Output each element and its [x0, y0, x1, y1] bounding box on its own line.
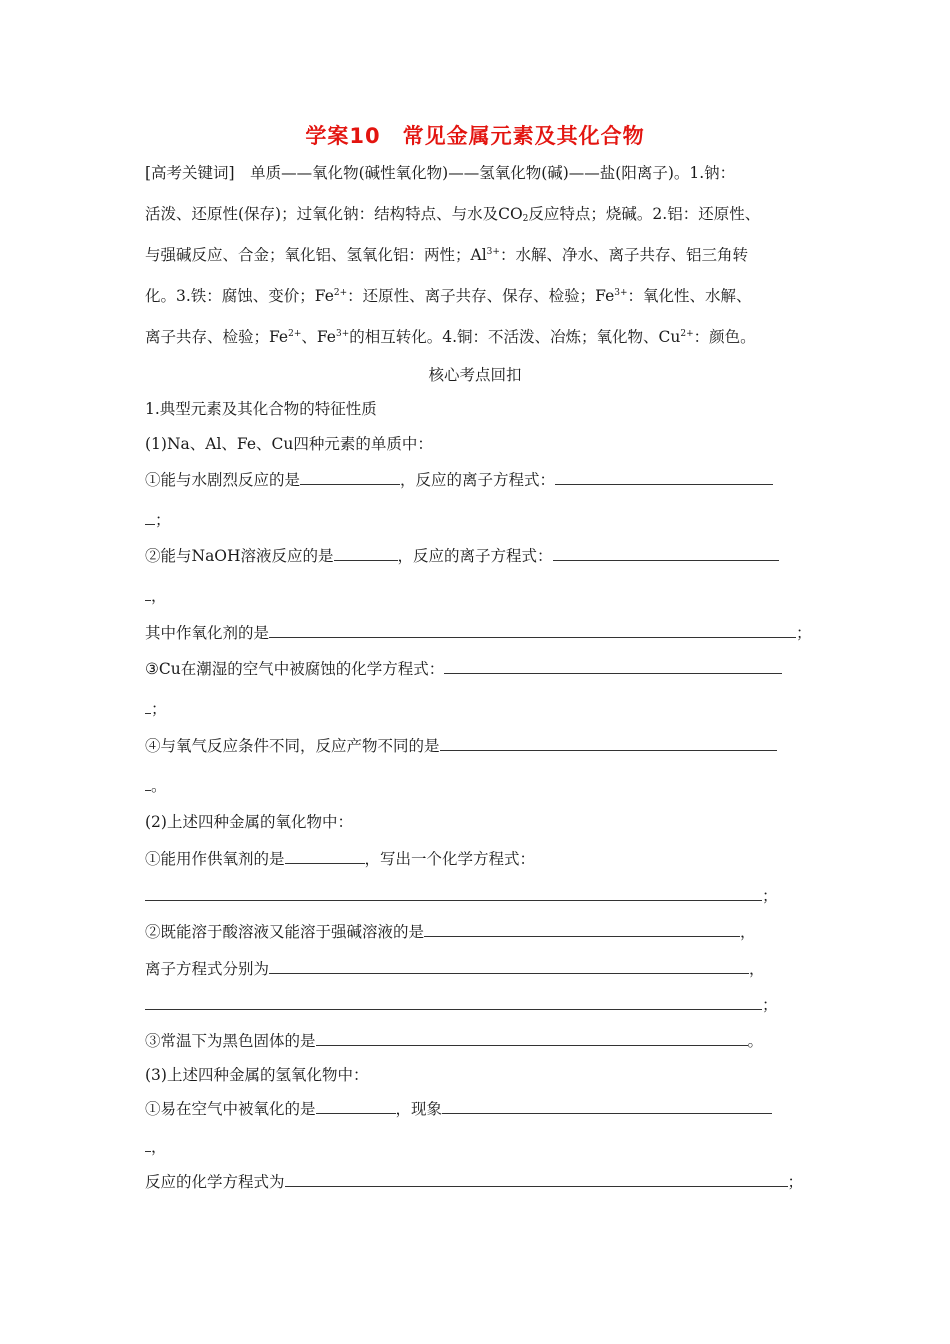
question-1-title: 1.典型元素及其化合物的特征性质	[145, 400, 377, 418]
answer-blank[interactable]	[145, 995, 762, 1010]
keywords-text: 离子共存、检验；Fe	[145, 328, 289, 346]
item-c1-line	[145, 1099, 772, 1119]
answer-blank[interactable]	[269, 959, 749, 974]
superscript: 2+	[333, 288, 348, 298]
superscript: 2+	[288, 329, 302, 339]
item-b1-line	[145, 849, 535, 869]
item-label: ①能与水剧烈反应的是	[145, 471, 301, 489]
answer-blank[interactable]	[145, 510, 155, 525]
item-label: ④与氧气反应条件不同，反应产物不同的是	[145, 737, 440, 755]
keywords-text: 活泼、还原性(保存)；过氧化钠：结构特点、与水及CO	[145, 205, 523, 223]
punctuation: ；	[787, 1173, 804, 1191]
item-b2-ion-line	[145, 959, 765, 979]
punctuation: ，	[749, 960, 765, 978]
keywords-text: ：还原性、离子共存、保存、检验；Fe	[347, 287, 615, 305]
answer-blank[interactable]	[553, 546, 779, 561]
keywords-text: 化。3.铁：腐蚀、变价；Fe	[145, 287, 334, 305]
punctuation: 。	[151, 777, 167, 795]
punctuation: ；	[762, 887, 778, 905]
keywords-text: 、Fe	[301, 328, 336, 346]
subscript: 2	[522, 214, 529, 224]
question-1-part-3: (3)上述四种金属的氢氧化物中：	[145, 1066, 369, 1084]
keywords-line-2	[145, 205, 760, 224]
punctuation: ，	[151, 1138, 167, 1156]
answer-blank[interactable]	[300, 470, 400, 485]
answer-blank[interactable]	[285, 1172, 788, 1187]
item-2-continuation	[145, 586, 167, 606]
item-4-line	[145, 736, 777, 756]
keywords-line-4	[145, 287, 752, 306]
item-label: ③Cu在潮湿的空气中被腐蚀的化学方程式：	[145, 660, 445, 678]
answer-blank[interactable]	[145, 886, 762, 901]
item-text: 反应的化学方程式为	[145, 1173, 285, 1191]
punctuation: ；	[762, 996, 778, 1014]
keywords-text: 反应特点；烧碱。2.铝：还原性、	[528, 205, 761, 223]
superscript: 3+	[614, 288, 628, 298]
keywords-text: [高考关键词] 单质——氧化物(碱性氧化物)——氢氧化物(碱)——盐(阳离子)。1.钠：	[145, 164, 736, 182]
keywords-line-1	[145, 164, 735, 183]
item-1-continuation	[145, 510, 171, 530]
punctuation: ；	[796, 624, 812, 642]
punctuation: ，	[151, 587, 167, 605]
answer-blank[interactable]	[555, 470, 773, 485]
answer-blank[interactable]	[316, 1099, 396, 1114]
keywords-text: ：颜色。	[693, 328, 756, 346]
item-text: ，现象	[395, 1100, 443, 1118]
question-1-part-2: (2)上述四种金属的氧化物中：	[145, 813, 353, 831]
item-text: ，反应的离子方程式：	[397, 547, 553, 565]
keywords-text: 的相互转化。4.铜：不活泼、冶炼；氧化物、Cu	[349, 328, 681, 346]
keywords-line-3	[145, 246, 748, 265]
answer-blank[interactable]	[424, 922, 740, 937]
answer-blank[interactable]	[334, 546, 398, 561]
question-1-part-1: (1)Na、Al、Fe、Cu四种元素的单质中：	[145, 435, 433, 453]
item-text: 其中作氧化剂的是	[145, 624, 270, 642]
keywords-text: 与强碱反应、合金；氧化铝、氢氧化铝：两性；Al	[145, 246, 487, 264]
item-label: ②能与NaOH溶液反应的是	[145, 547, 334, 565]
item-2-oxidant-line	[145, 623, 812, 643]
item-b3-line	[145, 1031, 763, 1051]
answer-blank[interactable]	[269, 623, 796, 638]
item-label: ③常温下为黑色固体的是	[145, 1032, 316, 1050]
answer-blank[interactable]	[440, 736, 777, 751]
answer-blank[interactable]	[316, 1031, 748, 1046]
answer-blank[interactable]	[285, 849, 365, 864]
item-b2-answer-line	[145, 995, 778, 1015]
punctuation: ，	[740, 923, 756, 941]
keywords-text: ：氧化性、水解、	[627, 287, 752, 305]
punctuation: 。	[747, 1032, 764, 1050]
item-label: ①能用作供氧剂的是	[145, 850, 285, 868]
item-3-continuation	[145, 699, 167, 719]
keywords-line-5	[145, 328, 756, 347]
item-1-line	[145, 470, 773, 490]
item-2-line	[145, 546, 779, 566]
keywords-text: ：水解、净水、离子共存、铝三角转	[499, 246, 748, 264]
superscript: 3+	[486, 247, 500, 257]
item-text: ，反应的离子方程式：	[400, 471, 556, 489]
item-label: ①易在空气中被氧化的是	[145, 1100, 316, 1118]
item-c1-eq-line	[145, 1172, 803, 1192]
item-3-line	[145, 659, 782, 679]
punctuation: ；	[151, 700, 167, 718]
item-b1-answer-line	[145, 886, 778, 906]
superscript: 3+	[335, 329, 350, 339]
item-text: 离子方程式分别为	[145, 960, 270, 978]
item-text: ，写出一个化学方程式：	[364, 850, 536, 868]
answer-blank[interactable]	[442, 1099, 772, 1114]
page-title: 学案10 常见金属元素及其化合物	[305, 124, 645, 148]
item-label: ②既能溶于酸溶液又能溶于强碱溶液的是	[145, 923, 425, 941]
item-c1-continuation	[145, 1137, 167, 1157]
section-heading: 核心考点回扣	[428, 366, 522, 384]
item-4-continuation	[145, 776, 167, 796]
answer-blank[interactable]	[444, 659, 782, 674]
punctuation: ；	[155, 511, 171, 529]
item-b2-line	[145, 922, 756, 942]
superscript: 2+	[680, 329, 694, 339]
